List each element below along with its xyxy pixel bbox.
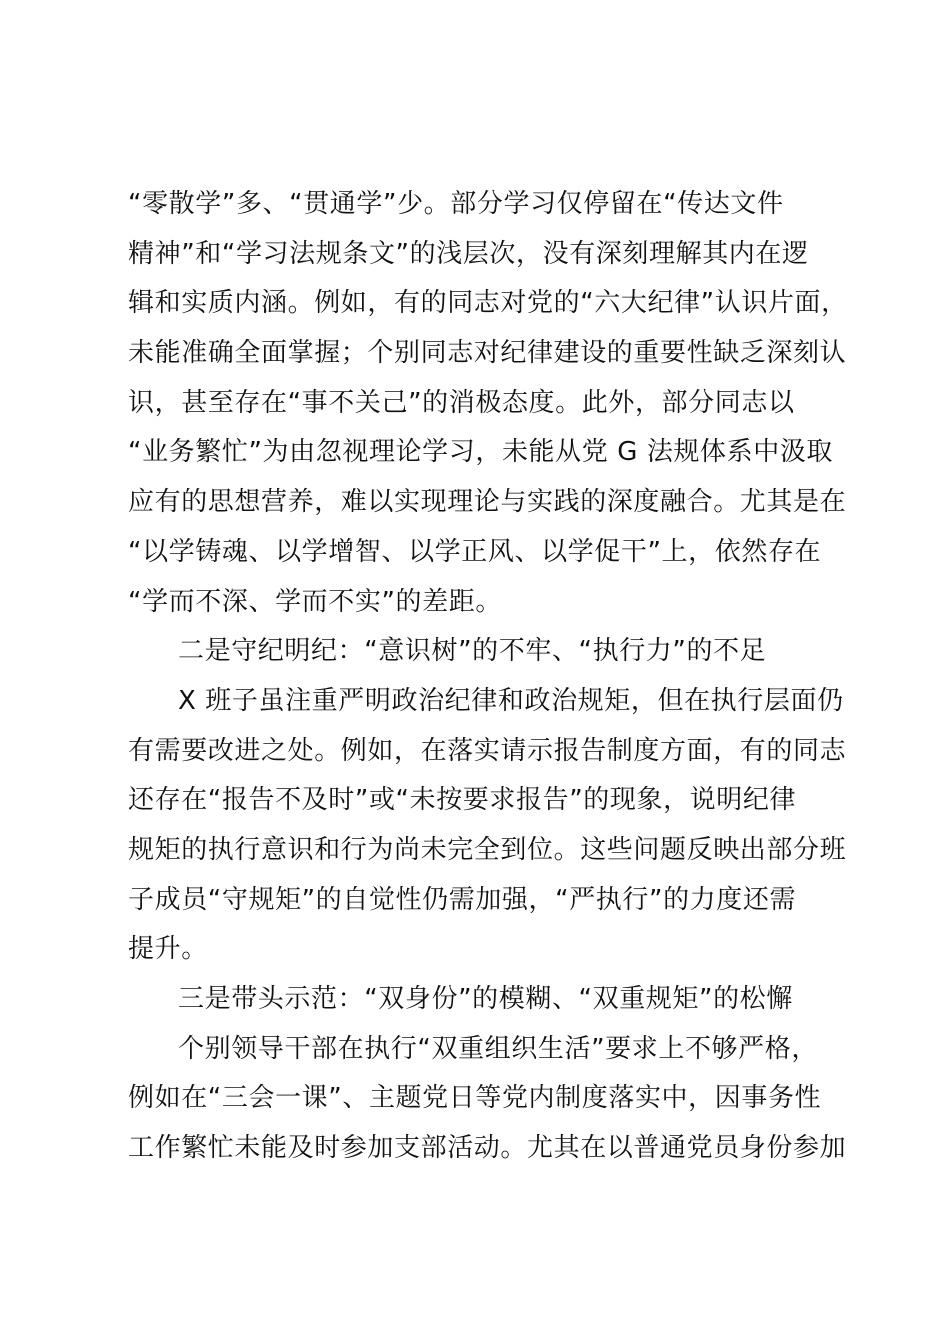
section-heading-discipline: 二是守纪明纪：“意识树”的不牢、“执行力”的不足 <box>178 636 767 667</box>
text-line: 提升。 <box>128 934 208 965</box>
paragraph-example <box>128 1025 848 1174</box>
text-line: “业务繁忙”为由忽视理论学习，未能从党 G 法规体系中汲取 <box>128 437 834 468</box>
text-line: 还存在“报告不及时”或“未按要求报告”的现象，说明纪律 <box>128 785 797 816</box>
text-line: “学而不深、学而不实”的差距。 <box>128 586 502 617</box>
text-line: “零散学”多、“贯通学”少。部分学习仅停留在“传达文件 <box>128 189 784 219</box>
text-line: “以学铸魂、以学增智、以学正风、以学促干”上，依然存在 <box>128 536 822 567</box>
text-line: 个别领导干部在执行“双重组织生活”要求上不够严格， <box>178 1033 818 1064</box>
document-body <box>128 180 848 1174</box>
text-line: 识，甚至存在“事不关己”的消极态度。此外，部分同志以 <box>128 387 795 418</box>
paragraph-discipline <box>128 677 848 975</box>
section-heading-example: 三是带头示范：“双身份”的模糊、“双重规矩”的松懈 <box>178 984 793 1014</box>
paragraph-study <box>128 180 848 627</box>
text-line: 例如在“三会一课”、主题党日等党内制度落实中，因事务性 <box>128 1083 822 1114</box>
text-line: 规矩的执行意识和行为尚未完全到位。这些问题反映出部分班 <box>128 834 847 865</box>
text-line: 有需要改进之处。例如，在落实请示报告制度方面，有的同志 <box>128 735 847 766</box>
text-line: 应有的思想营养，难以实现理论与实践的深度融合。尤其是在 <box>128 487 847 518</box>
text-line: 辑和实质内涵。例如，有的同志对党的“六大纪律”认识片面， <box>128 288 848 319</box>
text-line: X 班子虽注重严明政治纪律和政治规矩，但在执行层面仍 <box>178 685 844 716</box>
text-line: 工作繁忙未能及时参加支部活动。尤其在以普通党员身份参加 <box>128 1133 847 1164</box>
text-line: 精神”和“学习法规条文”的浅层次，没有深刻理解其内在逻 <box>128 238 809 269</box>
text-line: 未能准确全面掌握；个别同志对纪律建设的重要性缺乏深刻认 <box>128 338 847 369</box>
text-line: 子成员“守规矩”的自觉性仍需加强，“严执行”的力度还需 <box>128 884 797 915</box>
